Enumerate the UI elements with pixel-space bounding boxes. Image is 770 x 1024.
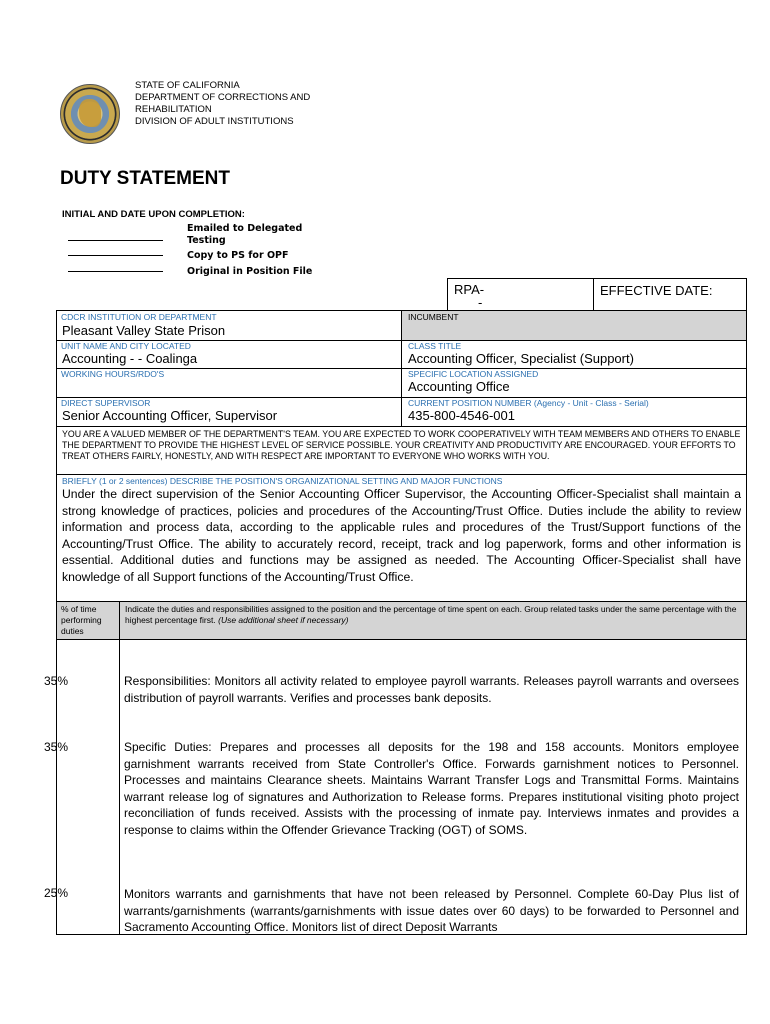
- checklist-item: Copy to PS for OPF: [68, 250, 288, 261]
- rpa-label: RPA-: [454, 282, 485, 297]
- duties-desc: Indicate the duties and responsibilities assigned to the position and the percentage of time spent on each. Group related tasks under the same percentage with the highest percentage first. (Use additional sheet if necessary): [125, 604, 737, 625]
- unit-label: UNIT NAME AND CITY LOCATED: [61, 341, 191, 351]
- location-value: Accounting Office: [408, 379, 510, 394]
- checklist-item: Testing: [68, 235, 226, 246]
- duty-text: Monitors warrants and garnishments that have not been released by Personnel. Complete 60-Day Plus list of warrants/garnishments (warrants/garnishments with issue dates over 60 days) to be forwarded to Personnel and Sacramento Accounting Office. Monitors list of direct Deposit Warrants: [124, 887, 739, 934]
- incumbent-field: [401, 310, 747, 341]
- supervisor-field: [56, 397, 402, 427]
- duty-pct: 25%: [44, 886, 69, 900]
- dept-field: [56, 310, 402, 341]
- page-title: DUTY STATEMENT: [60, 168, 230, 189]
- dept-value: Pleasant Valley State Prison: [62, 323, 226, 338]
- agency-header: [135, 80, 310, 128]
- team-statement: [56, 426, 747, 475]
- header-line: DEPARTMENT OF CORRECTIONS AND: [135, 92, 311, 103]
- incumbent-label: INCUMBENT: [408, 312, 459, 322]
- location-label: SPECIFIC LOCATION ASSIGNED: [408, 369, 539, 379]
- unit-field: [56, 340, 402, 369]
- hours-field: [56, 368, 402, 398]
- header-line: STATE OF CALIFORNIA: [135, 80, 240, 91]
- duty-pct: 35%: [44, 674, 69, 688]
- team-text: YOU ARE A VALUED MEMBER OF THE DEPARTMENT'S TEAM. YOU ARE EXPECTED TO WORK COOPERATIVELY WITH TEAM MEMBERS AND OTHERS TO ENABLE THE DEPARTMENT TO PROVIDE THE HIGHEST LEVEL OF SERVICE POSSIBLE. YOUR CREATIVITY AND PRODUCTIVITY ARE ENCOURAGED. YOUR EFFORTS TO TREAT OTHERS FAIRLY, HONESTLY, AND WITH RESPECT ARE IMPORTANT TO EVERYONE WHO WORKS WITH YOU.: [62, 429, 741, 461]
- location-field: [401, 368, 747, 398]
- class-field: [401, 340, 747, 369]
- position-field: [401, 397, 747, 427]
- checklist-item: Emailed to Delegated: [187, 223, 303, 234]
- hours-label: WORKING HOURS/RDO'S: [61, 369, 165, 379]
- class-value: Accounting Officer, Specialist (Support): [408, 351, 634, 366]
- duty-text: Specific Duties: Prepares and processes all deposits for the 198 and 158 accounts. Monitors employee garnishment warrants received from State Controller's Office. Forwards garnishment notices to Personnel. Processes and maintains Clearance sheets. Maintains Warrant Transfer Logs and Transmittal Forms. Maintains warrant release log of signatures and Authorization to Release forms. Prepares institutional visiting photo project reconciliation of funds received. Assists with the processing of inmate pay. Interviews inmates and provides a response to claims within the Offender Grievance Tracking (OGT) of SOMS.: [124, 740, 739, 837]
- unit-value: Accounting - - Coalinga: [62, 351, 198, 366]
- position-value: 435-800-4546-001: [408, 408, 515, 423]
- duties-header: [56, 601, 747, 640]
- pct-header: % of time performing duties: [61, 604, 102, 636]
- rpa-dash: -: [478, 295, 483, 310]
- header-line: DIVISION OF ADULT INSTITUTIONS: [135, 116, 294, 127]
- class-label: CLASS TITLE: [408, 341, 462, 351]
- dept-label: CDCR INSTITUTION OR DEPARTMENT: [61, 312, 217, 322]
- california-seal-icon: [60, 84, 120, 144]
- initial-heading: INITIAL AND DATE UPON COMPLETION:: [62, 209, 245, 220]
- effective-date-label: EFFECTIVE DATE:: [600, 283, 713, 298]
- supervisor-value: Senior Accounting Officer, Supervisor: [62, 408, 278, 423]
- rpa-box: [447, 278, 594, 311]
- position-label: CURRENT POSITION NUMBER (Agency - Unit - Class - Serial): [408, 398, 649, 408]
- effective-date-box: [593, 278, 747, 311]
- supervisor-label: DIRECT SUPERVISOR: [61, 398, 151, 408]
- duty-pct: 35%: [44, 740, 69, 754]
- briefly-text: Under the direct supervision of the Senior Accounting Officer Supervisor, the Accounting Officer-Specialist shall maintain a strong knowledge of practices, policies and procedures of the Accounting/Trust Office. Duties include the ability to review information and process data, according to the applicable rules and procedures of the Trust/Support functions of the Accounting/Trust Office. The ability to accurately record, receipt, track and log paperwork, forms and other information is essential. Additional duties and functions may be assigned as needed. The Accounting Officer-Specialist shall have knowledge of all Support functions of the Accounting/Trust Office.: [62, 487, 741, 584]
- briefly-section: [56, 474, 747, 602]
- header-line: REHABILITATION: [135, 104, 212, 115]
- briefly-label: BRIEFLY (1 or 2 sentences) DESCRIBE THE POSITION'S ORGANIZATIONAL SETTING AND MAJOR FUNCTIONS: [62, 476, 503, 486]
- checklist-item: Original in Position File: [68, 266, 312, 277]
- duty-text: Responsibilities: Monitors all activity related to employee payroll warrants. Releases payroll warrants and oversees distribution of payroll warrants. Verifies and processes bank deposits.: [124, 674, 739, 705]
